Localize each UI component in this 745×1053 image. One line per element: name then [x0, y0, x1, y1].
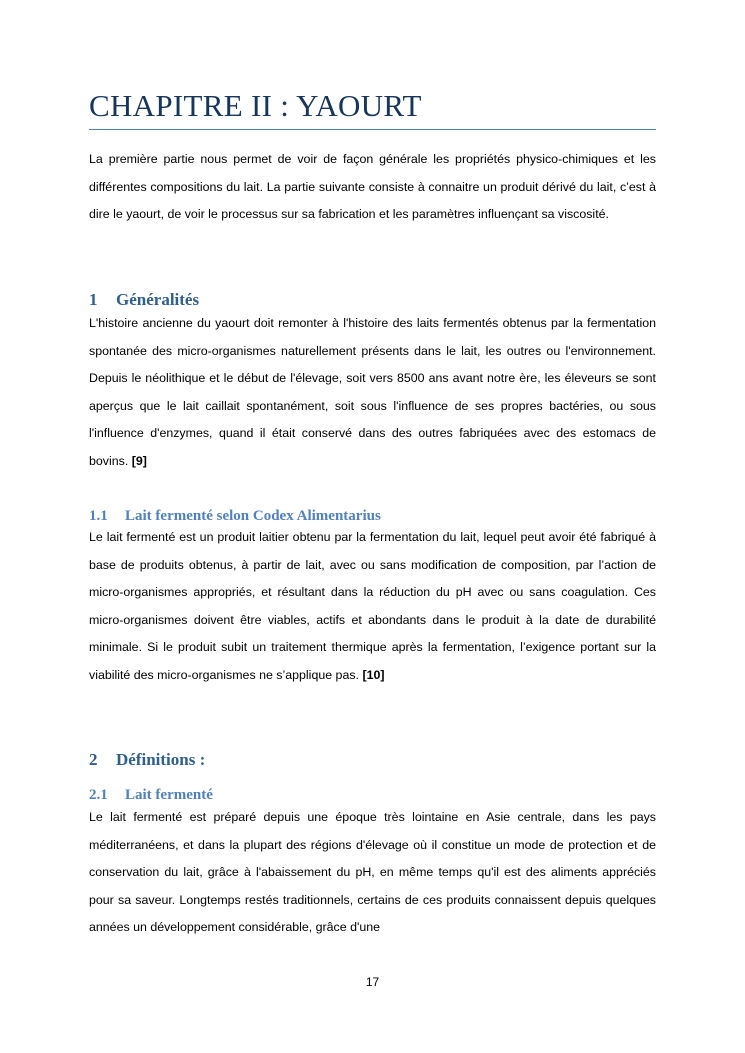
section-1-1-number: 1.1 — [89, 508, 108, 524]
section-1-paragraph — [89, 310, 656, 476]
section-2-1-title: Lait fermenté — [125, 787, 213, 803]
intro-paragraph: La première partie nous permet de voir de façon générale les propriétés physico-chimiques et les différentes compositions du lait. La partie suivante consiste à connaitre un produit dérivé du lait, c’est à dire le yaourt, de voir le processus sur sa fabrication et les paramètres influençant sa viscosité. — [89, 152, 656, 222]
section-1-1-title: Lait fermenté selon Codex Alimentarius — [125, 508, 381, 524]
section-2-heading — [89, 750, 205, 770]
section-1-reference: [9] — [131, 453, 147, 468]
section-1-1-paragraph — [89, 524, 656, 690]
section-1-title: Généralités — [116, 290, 200, 309]
section-1-1-reference: [10] — [362, 667, 385, 682]
section-2-title: Définitions : — [116, 750, 206, 769]
section-2-1-heading — [89, 787, 213, 804]
section-1-heading — [89, 290, 199, 310]
page-number: 17 — [365, 975, 380, 989]
section-1-1-heading — [89, 508, 381, 525]
section-1-1-text: Le lait fermenté est un produit laitier obtenu par la fermentation du lait, lequel peut avoir été fabriqué à base de produits obtenus, à partir de lait, avec ou sans modification de composition, par l’action de micro-organismes appropriés, et résultant dans la réduction du pH avec ou sans coagulation. Ces micro-organismes doivent être viables, actifs et abondants dans le produit à la date de durabilité minimale. Si le produit subit un traitement thermique après la fermentation, l’exigence portant sur la viabilité des micro-organismes ne s’applique pas. — [89, 530, 656, 682]
chapter-title: CHAPITRE II : YAOURT — [89, 88, 656, 130]
section-2-1-paragraph: Le lait fermenté est préparé depuis une époque très lointaine en Asie centrale, dans les pays méditerranéens, et dans la plupart des régions d'élevage où il constitue un mode de protection et de conservation du lait, grâce à l'abaissement du pH, en même temps qu'il est des aliments appréciés pour sa saveur. Longtemps restés traditionnels, certains de ces produits connaissent depuis quelques années un développement considérable, grâce d'une — [89, 810, 656, 935]
section-2-number: 2 — [89, 750, 98, 769]
section-1-text: L'histoire ancienne du yaourt doit remonter à l'histoire des laits fermentés obtenus par la fermentation spontanée des micro-organismes naturellement présents dans le lait, les outres ou l'environnement. Depuis le néolithique et le début de l'élevage, soit vers 8500 ans avant notre ère, les éleveurs se sont aperçus que le lait caillait spontanément, soit sous l'influence de ses propres bactéries, ou sous l'influence d'enzymes, quand il était conservé dans des outres fabriquées avec des estomacs de bovins. — [89, 316, 656, 468]
section-1-number: 1 — [89, 290, 98, 309]
section-2-1-number: 2.1 — [89, 787, 108, 803]
